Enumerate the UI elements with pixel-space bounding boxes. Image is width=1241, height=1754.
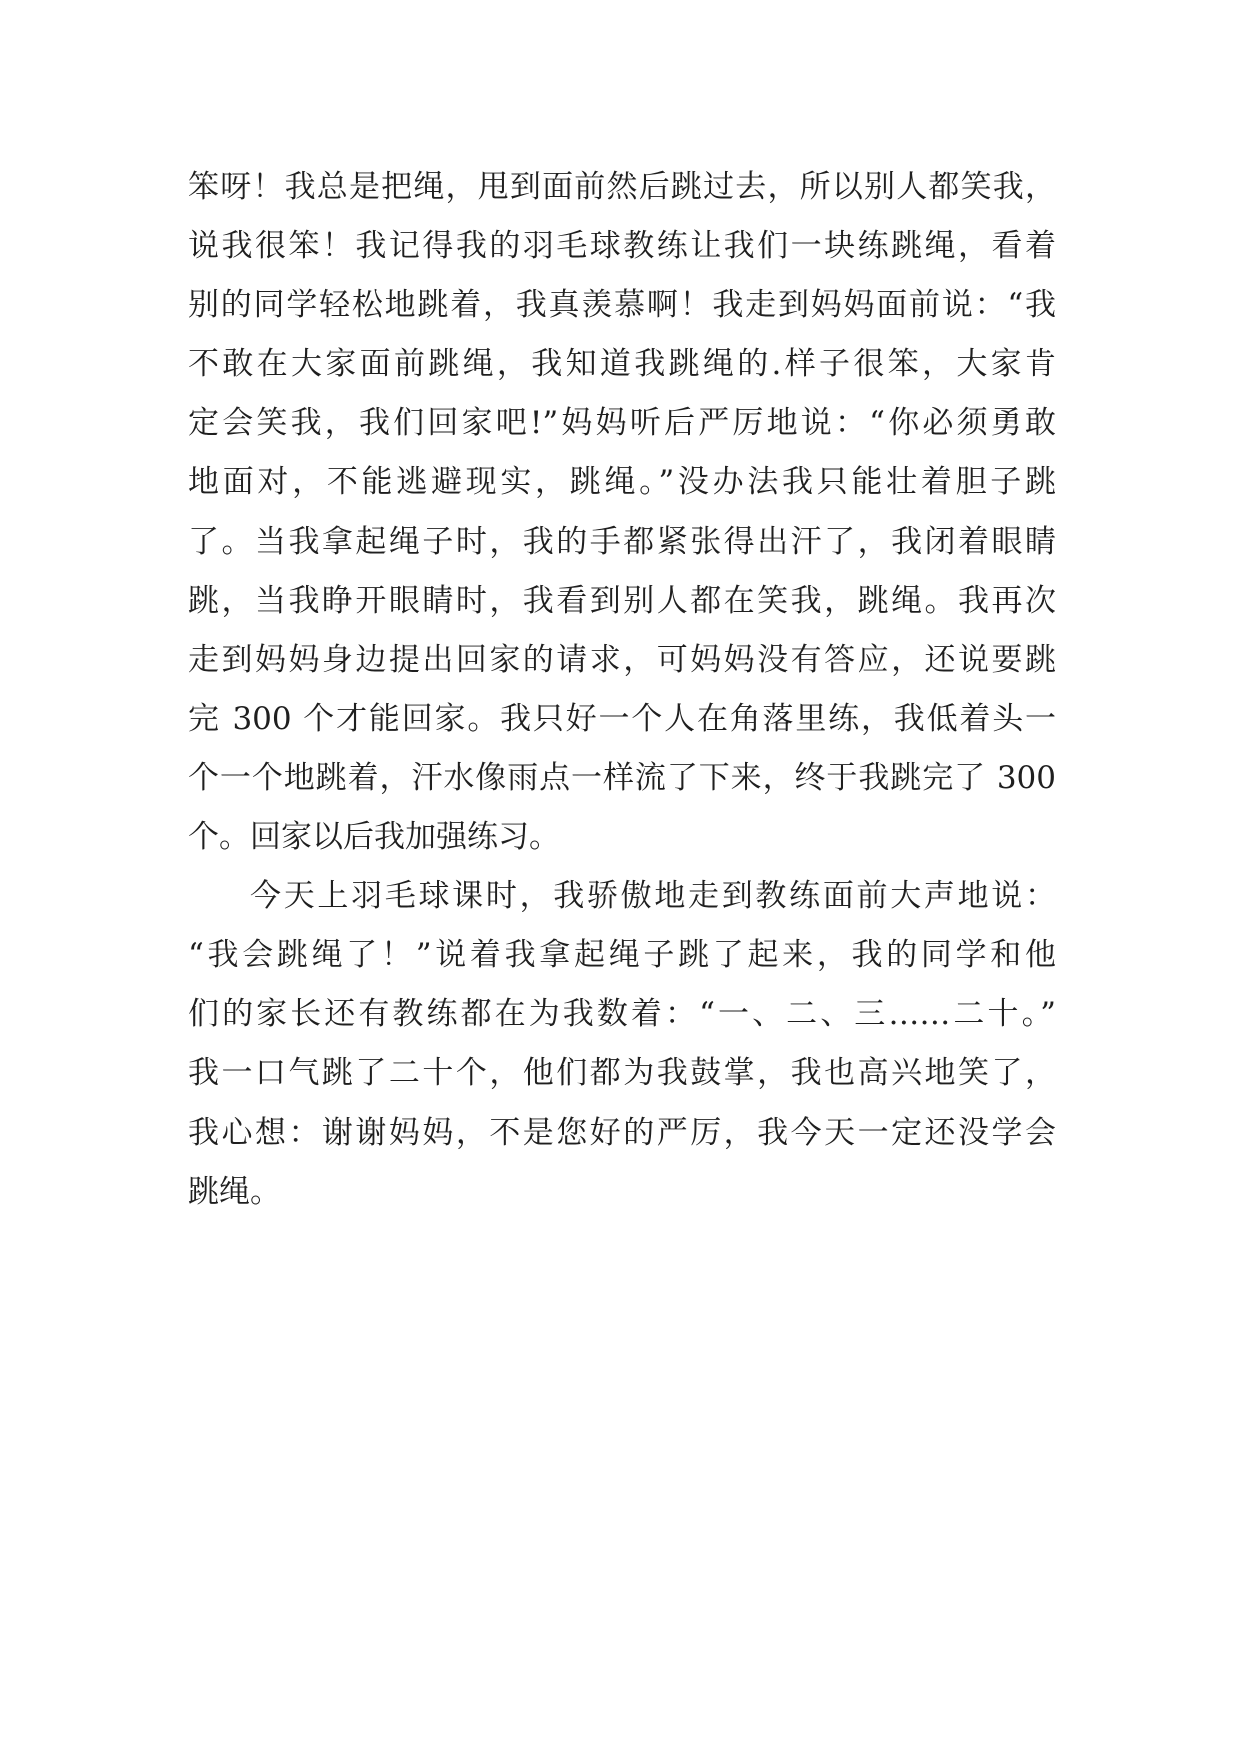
text-line: 我心想：谢谢妈妈，不是您好的严厉，我今天一定还没学会	[188, 1114, 1056, 1151]
text-line: 笨呀！我总是把绳，甩到面前然后跳过去，所以别人都笑我，	[188, 169, 1056, 205]
text-line: 完 300 个才能回家。我只好一个人在角落里练，我低着头一	[188, 700, 1056, 737]
text-line: 说我很笨！我记得我的羽毛球教练让我们一块练跳绳，看着	[188, 228, 1056, 265]
text-line: 不敢在大家面前跳绳，我知道我跳绳的.样子很笨，大家肯	[188, 346, 1056, 383]
text-line: 今天上羽毛球课时，我骄傲地走到教练面前大声地说：	[250, 878, 1056, 915]
text-line: 了。当我拿起绳子时，我的手都紧张得出汗了，我闭着眼睛	[188, 523, 1056, 560]
text-line: 个。回家以后我加强练习。	[188, 819, 560, 856]
text-line: 别的同学轻松地跳着，我真羡慕啊！我走到妈妈面前说：“我	[188, 287, 1056, 324]
text-line: 定会笑我，我们回家吧!”妈妈听后严厉地说：“你必须勇敢	[188, 405, 1056, 442]
text-line: 个一个地跳着，汗水像雨点一样流了下来，终于我跳完了 300	[188, 759, 1056, 796]
text-line: 们的家长还有教练都在为我数着：“一、二、三……二十。”	[188, 996, 1056, 1033]
text-line: “我会跳绳了！”说着我拿起绳子跳了起来，我的同学和他	[188, 937, 1056, 974]
text-line: 走到妈妈身边提出回家的请求，可妈妈没有答应，还说要跳	[188, 641, 1056, 678]
text-line: 跳，当我睁开眼睛时，我看到别人都在笑我，跳绳。我再次	[188, 582, 1056, 619]
text-line: 跳绳。	[188, 1173, 281, 1210]
text-line: 地面对，不能逃避现实，跳绳。”没办法我只能壮着胆子跳	[188, 464, 1056, 501]
text-line: 我一口气跳了二十个，他们都为我鼓掌，我也高兴地笑了，	[188, 1055, 1056, 1092]
body-text	[188, 158, 1056, 1222]
